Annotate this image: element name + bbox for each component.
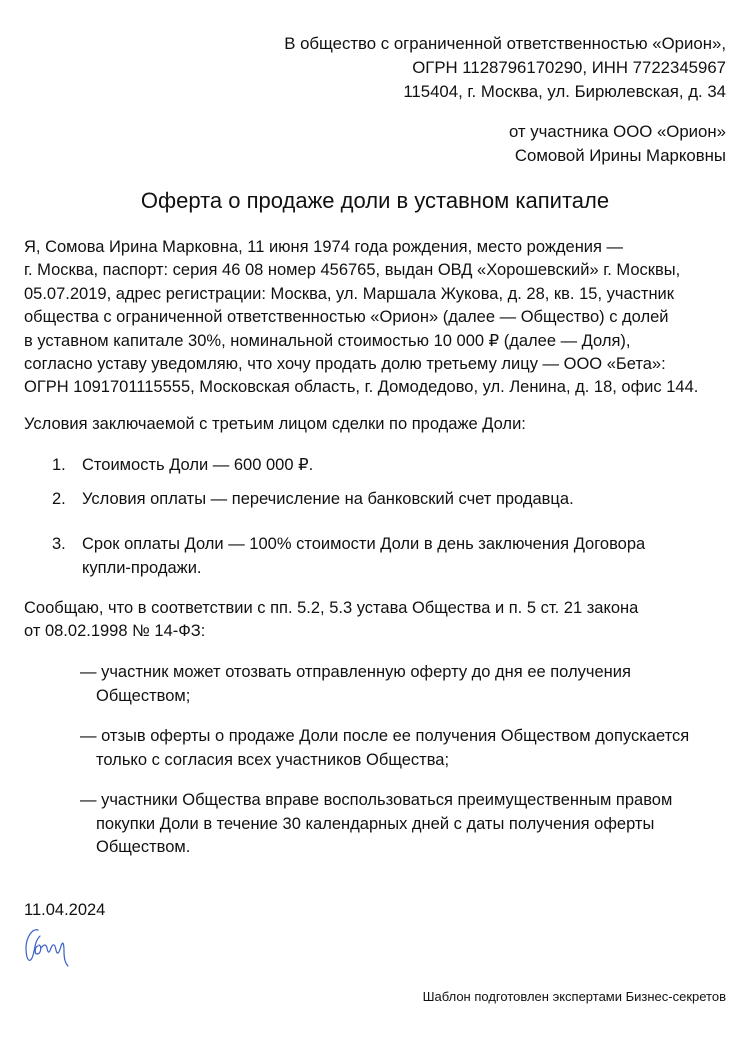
- sender-line: от участника ООО «Орион»: [508, 122, 726, 141]
- notice-item-line: — участники Общества вправе воспользоваться преимущественным правом: [80, 791, 673, 809]
- condition-text: [82, 533, 645, 580]
- condition-text: [82, 454, 313, 478]
- condition-line: Стоимость Доли — 600 000 ₽.: [82, 456, 314, 474]
- notice-item-line: Обществом.: [96, 838, 191, 856]
- intro-line: ОГРН 1091701115555, Московская область, г. Домодедово, ул. Ленина, д. 18, офис 144.: [24, 378, 699, 397]
- condition-number: 3.: [52, 535, 66, 553]
- intro-line: общества с ограниченной ответственностью «Орион» (далее — Общество) с долей: [24, 308, 669, 327]
- notice-item-line: только с согласия всех участников Общества;: [96, 750, 450, 769]
- condition-line: Срок оплаты Доли — 100% стоимости Доли в день заключения Договора: [82, 535, 646, 553]
- addressee-line: ОГРН 1128796170290, ИНН 7722345967: [412, 58, 726, 77]
- condition-item: [52, 454, 313, 478]
- notice-item-line: — отзыв оферты о продаже Доли после ее получения Обществом допускается: [80, 727, 690, 745]
- notice-item: [80, 661, 631, 708]
- addressee-line: В общество с ограниченной ответственностью «Орион»,: [284, 34, 726, 53]
- intro-line: 05.07.2019, адрес регистрации: Москва, ул. Маршала Жукова, д. 28, кв. 15, участник: [24, 284, 674, 303]
- notice-item-line: — участник может отозвать отправленную оферту до дня ее получения: [80, 663, 631, 681]
- notice-item-line: покупки Доли в течение 30 календарных дней с даты получения оферты: [96, 814, 655, 833]
- conditions-heading: Условия заключаемой с третьим лицом сделки по продаже Доли:: [24, 415, 526, 433]
- condition-line: Условия оплаты — перечисление на банковский счет продавца.: [82, 490, 574, 508]
- signature-icon: [22, 924, 78, 968]
- intro-paragraph: [24, 236, 736, 400]
- intro-line: в уставном капитале 30%, номинальной стоимостью 10 000 ₽ (далее — Доля),: [24, 331, 631, 350]
- addressee-line: 115404, г. Москва, ул. Бирюлевская, д. 34: [403, 82, 726, 101]
- notice-paragraph: [24, 597, 638, 643]
- notice-item: [80, 789, 672, 860]
- notice-line: от 08.02.1998 № 14-ФЗ:: [24, 622, 206, 640]
- intro-line: Я, Сомова Ирина Марковна, 11 июня 1974 года рождения, место рождения —: [24, 238, 624, 256]
- condition-text: [82, 488, 574, 512]
- condition-number: 2.: [52, 490, 66, 508]
- sender-line: Сомовой Ирины Марковны: [514, 146, 726, 165]
- document-title: Оферта о продаже доли в уставном капитале: [140, 188, 610, 213]
- intro-line: г. Москва, паспорт: серия 46 08 номер 456765, выдан ОВД «Хорошевский» г. Москвы,: [24, 261, 681, 280]
- notice-item: [80, 725, 689, 772]
- notice-line: Сообщаю, что в соответствии с пп. 5.2, 5.3 устава Общества и п. 5 ст. 21 закона: [24, 599, 639, 617]
- addressee-block: [284, 32, 726, 104]
- notice-item-line: Обществом;: [96, 686, 191, 705]
- condition-line: купли-продажи.: [82, 558, 202, 577]
- condition-item: [52, 488, 574, 512]
- template-credit: Шаблон подготовлен экспертами Бизнес-секретов: [422, 989, 726, 1004]
- document-date: 11.04.2024: [24, 901, 106, 919]
- intro-line: согласно уставу уведомляю, что хочу продать долю третьему лицу — ООО «Бета»:: [24, 355, 666, 374]
- condition-number: 1.: [52, 456, 66, 474]
- sender-block: [509, 120, 726, 168]
- condition-item: [52, 533, 645, 580]
